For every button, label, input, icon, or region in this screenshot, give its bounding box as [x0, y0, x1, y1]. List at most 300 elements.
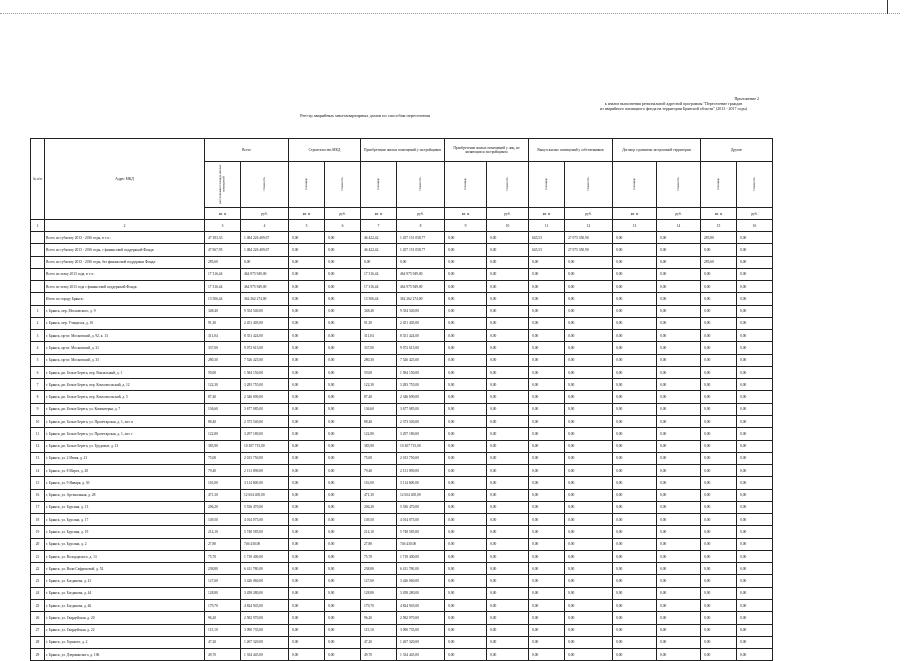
row-value: 0,00 — [613, 354, 657, 366]
row-value: 1 484 226 409,67 — [241, 244, 289, 256]
row-value: 0,00 — [529, 452, 565, 464]
row-value: 0,00 — [613, 501, 657, 513]
row-value: 3 426 060,00 — [397, 575, 445, 587]
row-value: 0,00 — [529, 293, 565, 305]
row-value: 0,00 — [487, 268, 529, 280]
row-value: 0,00 — [737, 244, 773, 256]
row-value: 2 013 750,00 — [397, 452, 445, 464]
row-value: 3 297 180,00 — [397, 428, 445, 440]
table-row — [31, 366, 773, 378]
row-value: 0,00 — [529, 342, 565, 354]
table-row — [31, 256, 773, 268]
row-value: 383,90 — [361, 440, 397, 452]
row-value: 17 316,44 — [361, 268, 397, 280]
row-value: 12 654 405,00 — [397, 489, 445, 501]
row-value: 1 584 150,00 — [397, 366, 445, 378]
column-number: 1 — [31, 220, 45, 232]
table-row — [31, 391, 773, 403]
row-value: 0,00 — [737, 305, 773, 317]
row-number: 28 — [31, 636, 45, 648]
row-value: 0,00 — [325, 649, 361, 661]
subcol-cost-header — [487, 162, 529, 208]
row-value: 0,00 — [657, 612, 701, 624]
row-value: 0,00 — [613, 293, 657, 305]
row-value: 0,00 — [737, 354, 773, 366]
row-value: 0,00 — [445, 330, 487, 342]
row-value: 1 718 400,00 — [241, 550, 289, 562]
row-value: 2 582 970,00 — [241, 612, 289, 624]
row-value: 0,00 — [701, 477, 737, 489]
row-number: 8 — [31, 391, 45, 403]
row-value: 127,60 — [205, 575, 241, 587]
row-value: 0,00 — [657, 232, 701, 244]
row-value: 0,00 — [657, 330, 701, 342]
row-value: 0,00 — [289, 415, 325, 427]
row-value: 0,00 — [289, 305, 325, 317]
row-value: 0,00 — [613, 575, 657, 587]
row-value: 0,00 — [325, 317, 361, 329]
table-row — [31, 268, 773, 280]
row-value: 0,00 — [657, 526, 701, 538]
row-value: 0,00 — [701, 538, 737, 550]
row-value: 0,00 — [657, 305, 701, 317]
table-row — [31, 354, 773, 366]
row-value: 0,00 — [289, 563, 325, 575]
row-value: 0,00 — [325, 244, 361, 256]
row-value: 0,00 — [325, 452, 361, 464]
row-value: 0,00 — [361, 256, 397, 268]
row-value: 0,00 — [565, 538, 613, 550]
row-address: г. Брянск, ул. Дзержинского, д. 106 — [45, 649, 205, 661]
table-row — [31, 403, 773, 415]
row-value: 0,00 — [487, 232, 529, 244]
table-row — [31, 649, 773, 661]
row-value: 0,00 — [445, 649, 487, 661]
annex-line-2: из аварийного жилищного фонда на территории Брянской области" (2013 - 2017 годы) — [599, 106, 748, 112]
row-value: 0,00 — [565, 624, 613, 636]
row-value: 214,10 — [361, 526, 397, 538]
unit-rub: руб. — [737, 208, 773, 220]
row-value: 0,00 — [325, 256, 361, 268]
row-value: 0,00 — [701, 465, 737, 477]
row-value: 1 484 226 409,67 — [241, 232, 289, 244]
row-value: 0,00 — [529, 391, 565, 403]
row-value: 87,40 — [361, 391, 397, 403]
row-value: 0,00 — [737, 489, 773, 501]
row-value: 362 262 274,00 — [241, 293, 289, 305]
row-value: 0,00 — [613, 391, 657, 403]
row-value: 59,00 — [205, 366, 241, 378]
row-number: 25 — [31, 599, 45, 611]
row-value: 0,00 — [565, 366, 613, 378]
row-value: 0,00 — [613, 612, 657, 624]
row-value: 0,00 — [487, 563, 529, 575]
row-value: 0,00 — [737, 599, 773, 611]
col-development-header: Договор о развитии застроенной территории — [613, 139, 701, 162]
unit-rub: руб. — [657, 208, 701, 220]
row-value: 0,00 — [565, 587, 613, 599]
row-value: 285,60 — [205, 256, 241, 268]
row-number: 10 — [31, 415, 45, 427]
row-value: 0,00 — [529, 366, 565, 378]
row-value: 0,00 — [565, 391, 613, 403]
row-value: 0,00 — [289, 342, 325, 354]
row-value: 0,00 — [445, 305, 487, 317]
row-number: 14 — [31, 465, 45, 477]
row-value: 0,00 — [701, 649, 737, 661]
table-row — [31, 342, 773, 354]
table-row — [31, 415, 773, 427]
row-value: 0,00 — [737, 330, 773, 342]
row-value: 5 748 585,00 — [397, 526, 445, 538]
row-value: 0,00 — [565, 330, 613, 342]
row-value: 0,00 — [325, 587, 361, 599]
row-value: 47,20 — [205, 636, 241, 648]
row-value: 0,00 — [289, 330, 325, 342]
subcol-area-header — [289, 162, 325, 208]
row-number: 20 — [31, 538, 45, 550]
row-value: 96,20 — [361, 612, 397, 624]
row-value: 0,00 — [657, 366, 701, 378]
row-value: 0,00 — [701, 612, 737, 624]
row-value: 0,00 — [289, 281, 325, 293]
row-number: 16 — [31, 489, 45, 501]
annex-line-1: к анализ выполнения региональной адресной программы "Переселение граждан — [604, 101, 743, 107]
row-value: 0,00 — [487, 477, 529, 489]
subcol-cost-header — [737, 162, 773, 208]
row-value: 238,80 — [361, 563, 397, 575]
row-number: 2 — [31, 317, 45, 329]
row-value: 645,53 — [529, 244, 565, 256]
table-row — [31, 232, 773, 244]
row-value: 0,00 — [565, 293, 613, 305]
row-value: 0,00 — [397, 256, 445, 268]
row-value: 0,00 — [701, 281, 737, 293]
row-value: 0,00 — [657, 636, 701, 648]
row-number: 29 — [31, 649, 45, 661]
row-value: 17 316,44 — [361, 281, 397, 293]
row-value: 0,00 — [487, 649, 529, 661]
row-value: 0,00 — [529, 465, 565, 477]
table-row — [31, 563, 773, 575]
row-value: 49,70 — [205, 649, 241, 661]
row-value: 0,00 — [325, 612, 361, 624]
row-value: 0,00 — [529, 305, 565, 317]
row-value: 0,00 — [613, 489, 657, 501]
row-value: 0,00 — [701, 514, 737, 526]
row-value: 79,40 — [205, 465, 241, 477]
row-value: 0,00 — [737, 563, 773, 575]
row-value: 0,00 — [657, 244, 701, 256]
row-value: 0,00 — [487, 624, 529, 636]
column-number: 13 — [613, 220, 657, 232]
row-address: г. Брянск, ул. Гвардейская, д. 22 — [45, 624, 205, 636]
row-value: 0,00 — [701, 428, 737, 440]
row-value: 0,00 — [487, 501, 529, 513]
row-value: 0,00 — [529, 256, 565, 268]
row-value: 0,00 — [487, 428, 529, 440]
subcol-area-label: площадь — [631, 178, 636, 190]
row-address: г. Брянск, ул. Вали Сафроновой, д. 52 — [45, 563, 205, 575]
subcol-cost-header — [397, 162, 445, 208]
row-value: 0,00 — [325, 465, 361, 477]
row-value: 0,00 — [529, 440, 565, 452]
col-purchase-other-header: Приобретение жилых помещений у лиц, не являющихся застройщиком — [445, 139, 529, 162]
subcol-area-header — [361, 162, 397, 208]
row-value: 27 075 350,90 — [565, 244, 613, 256]
row-value: 1 718 400,00 — [397, 550, 445, 562]
row-address: г. Брянск, ул. Бурсина, д. 13 — [45, 501, 205, 513]
row-value: 96,20 — [205, 612, 241, 624]
row-value: 337,00 — [361, 342, 397, 354]
row-value: 0,00 — [529, 428, 565, 440]
row-value: 0,00 — [445, 465, 487, 477]
row-value: 0,00 — [529, 281, 565, 293]
row-value: 0,00 — [529, 587, 565, 599]
row-value: 1 584 150,00 — [241, 366, 289, 378]
row-value: 4 824 945,00 — [241, 599, 289, 611]
row-value: 0,00 — [657, 563, 701, 575]
row-number: 23 — [31, 575, 45, 587]
row-value: 0,00 — [487, 415, 529, 427]
row-value: 1 457 151 058,77 — [397, 232, 445, 244]
row-value: 0,00 — [289, 489, 325, 501]
unit-rub: руб. — [241, 208, 289, 220]
row-value: 0,00 — [445, 232, 487, 244]
row-value: 0,00 — [289, 452, 325, 464]
column-number: 12 — [565, 220, 613, 232]
row-value: 0,00 — [325, 391, 361, 403]
subcol-area-header — [445, 162, 487, 208]
row-value: 59,00 — [361, 366, 397, 378]
row-value: 746 430,00 — [397, 538, 445, 550]
row-value: 0,00 — [565, 403, 613, 415]
row-value: 128,80 — [361, 587, 397, 599]
row-value: 0,00 — [445, 415, 487, 427]
row-value: 1 334 445,00 — [241, 649, 289, 661]
table-row — [31, 514, 773, 526]
row-value: 3 090 735,00 — [241, 624, 289, 636]
table-row — [31, 330, 773, 342]
row-number: 18 — [31, 514, 45, 526]
row-value: 0,00 — [529, 330, 565, 342]
row-value: 0,00 — [565, 563, 613, 575]
row-value: 0,00 — [701, 244, 737, 256]
row-value: 0,00 — [657, 599, 701, 611]
row-value: 0,00 — [737, 342, 773, 354]
row-value: 0,00 — [701, 624, 737, 636]
row-value: 0,00 — [657, 391, 701, 403]
row-address: г. Брянск, ул. Бурсина, д. 2 — [45, 538, 205, 550]
column-number: 14 — [657, 220, 701, 232]
row-value: 0,00 — [445, 391, 487, 403]
row-number: 19 — [31, 526, 45, 538]
row-value: 0,00 — [657, 342, 701, 354]
column-number: 2 — [45, 220, 205, 232]
row-value: 0,00 — [529, 268, 565, 280]
row-value: 0,00 — [445, 575, 487, 587]
row-value: 0,00 — [289, 501, 325, 513]
row-value: 0,00 — [657, 489, 701, 501]
row-value: 0,00 — [325, 342, 361, 354]
row-value: 46 422,42 — [361, 244, 397, 256]
row-value: 0,00 — [289, 550, 325, 562]
row-value: 0,00 — [487, 330, 529, 342]
row-value: 285,80 — [701, 232, 737, 244]
row-value: 0,00 — [613, 538, 657, 550]
col-other-header: Другие — [701, 139, 773, 162]
row-value: 0,00 — [701, 563, 737, 575]
row-address: г. Брянск, пр-кт. Московский, д. 92, к. 13 — [45, 330, 205, 342]
row-value: 0,00 — [701, 268, 737, 280]
row-value: 0,00 — [737, 268, 773, 280]
row-value: 0,00 — [613, 587, 657, 599]
row-value: 88,40 — [361, 415, 397, 427]
row-value: 0,00 — [289, 612, 325, 624]
row-address: г. Брянск, ул. Володарского, д. 13 — [45, 550, 205, 562]
row-value: 0,00 — [657, 550, 701, 562]
document-title: Реестр аварийных многоквартирных домов по способам переселения — [300, 113, 430, 118]
row-value: 7 526 425,00 — [397, 354, 445, 366]
row-value: 0,00 — [613, 268, 657, 280]
row-value: 2 451 405,00 — [397, 317, 445, 329]
row-value: 0,00 — [325, 599, 361, 611]
row-value: 0,00 — [487, 575, 529, 587]
row-value: 0,00 — [487, 305, 529, 317]
row-value: 0,00 — [445, 268, 487, 280]
row-value: 0,00 — [325, 636, 361, 648]
row-address: г. Брянск, пер. Учащихся, д. 10 — [45, 317, 205, 329]
row-value: 0,00 — [445, 550, 487, 562]
row-value: 0,00 — [289, 391, 325, 403]
row-value: 0,00 — [529, 415, 565, 427]
column-number: 6 — [325, 220, 361, 232]
row-number — [31, 256, 45, 268]
row-value: 0,00 — [737, 587, 773, 599]
row-value: 0,00 — [325, 293, 361, 305]
row-value: 179,70 — [205, 599, 241, 611]
subcol-area-label: расселяемая площадь жилых помещений — [217, 164, 226, 204]
row-value: 2 131 890,00 — [397, 465, 445, 477]
table-row — [31, 477, 773, 489]
row-value: 116,00 — [205, 477, 241, 489]
row-value: 0,00 — [613, 415, 657, 427]
row-value: 0,00 — [701, 599, 737, 611]
row-value: 0,00 — [529, 550, 565, 562]
row-address: г. Брянск, рп. Белые Берега, пер. Вокзальный, д. 1 — [45, 366, 205, 378]
row-value: 0,00 — [613, 403, 657, 415]
row-value: 0,00 — [737, 281, 773, 293]
row-value: 206,20 — [361, 501, 397, 513]
row-value: 0,00 — [737, 526, 773, 538]
row-value: 0,00 — [613, 649, 657, 661]
row-value: 0,00 — [737, 415, 773, 427]
row-value: 122,80 — [361, 428, 397, 440]
row-number: 4 — [31, 342, 45, 354]
row-value: 311,04 — [361, 330, 397, 342]
row-value: 2 131 890,00 — [241, 465, 289, 477]
row-value: 0,00 — [613, 244, 657, 256]
row-value: 0,00 — [529, 612, 565, 624]
row-value: 0,00 — [565, 428, 613, 440]
row-value: 0,00 — [445, 379, 487, 391]
row-value: 2 373 540,00 — [241, 415, 289, 427]
column-number: 15 — [701, 220, 737, 232]
row-value: 0,00 — [325, 268, 361, 280]
row-value: 0,00 — [325, 379, 361, 391]
row-address: г. Брянск, рп. Белые Берега, пер. Комсомольский, д. 12 — [45, 379, 205, 391]
row-value: 0,00 — [289, 538, 325, 550]
row-value: 0,00 — [701, 415, 737, 427]
row-address: Всего по этапу 2013 года, в т.ч.: — [45, 268, 205, 280]
row-value: 0,00 — [737, 428, 773, 440]
row-number — [31, 232, 45, 244]
row-number: 3 — [31, 330, 45, 342]
row-value: 0,00 — [445, 489, 487, 501]
row-number: 12 — [31, 440, 45, 452]
row-value: 0,00 — [737, 440, 773, 452]
row-value: 0,00 — [487, 317, 529, 329]
row-value: 645,53 — [529, 232, 565, 244]
col-total-header: Всего — [205, 139, 289, 162]
row-value: 0,00 — [613, 256, 657, 268]
row-value: 0,00 — [657, 587, 701, 599]
row-value: 0,00 — [445, 624, 487, 636]
subcol-area-header — [613, 162, 657, 208]
row-value: 179,70 — [361, 599, 397, 611]
row-value: 0,00 — [737, 649, 773, 661]
row-value: 0,00 — [445, 599, 487, 611]
row-value: 3 114 600,00 — [241, 477, 289, 489]
row-value: 0,00 — [529, 489, 565, 501]
row-value: 149,50 — [361, 514, 397, 526]
row-value: 0,00 — [565, 317, 613, 329]
row-value: 348,40 — [361, 305, 397, 317]
row-value: 0,00 — [325, 354, 361, 366]
row-value: 0,00 — [325, 232, 361, 244]
row-value: 0,00 — [289, 244, 325, 256]
row-value: 0,00 — [613, 477, 657, 489]
subcol-cost-header — [657, 162, 701, 208]
row-value: 0,00 — [529, 477, 565, 489]
row-value: 0,00 — [737, 317, 773, 329]
subcol-area-header — [205, 162, 241, 208]
table-row — [31, 587, 773, 599]
row-value: 0,00 — [657, 440, 701, 452]
row-value: 0,00 — [701, 501, 737, 513]
table-row — [31, 575, 773, 587]
col-address-header: Адрес МКД — [45, 139, 205, 220]
row-value: 362 262 274,00 — [397, 293, 445, 305]
row-value: 0,00 — [737, 636, 773, 648]
row-value: 0,00 — [325, 514, 361, 526]
table-row — [31, 599, 773, 611]
unit-sqm: кв. м — [613, 208, 657, 220]
unit-sqm: кв. м — [289, 208, 325, 220]
subcol-cost-header — [565, 162, 613, 208]
row-value: 0,00 — [701, 305, 737, 317]
row-value: 0,00 — [613, 526, 657, 538]
row-value: 0,00 — [445, 256, 487, 268]
row-value: 49,70 — [361, 649, 397, 661]
column-number: 9 — [445, 220, 487, 232]
row-value: 12 654 405,00 — [241, 489, 289, 501]
row-value: 0,00 — [565, 612, 613, 624]
row-value: 122,30 — [361, 379, 397, 391]
row-value: 0,00 — [289, 599, 325, 611]
row-value: 0,00 — [289, 649, 325, 661]
registry-table — [30, 138, 773, 661]
